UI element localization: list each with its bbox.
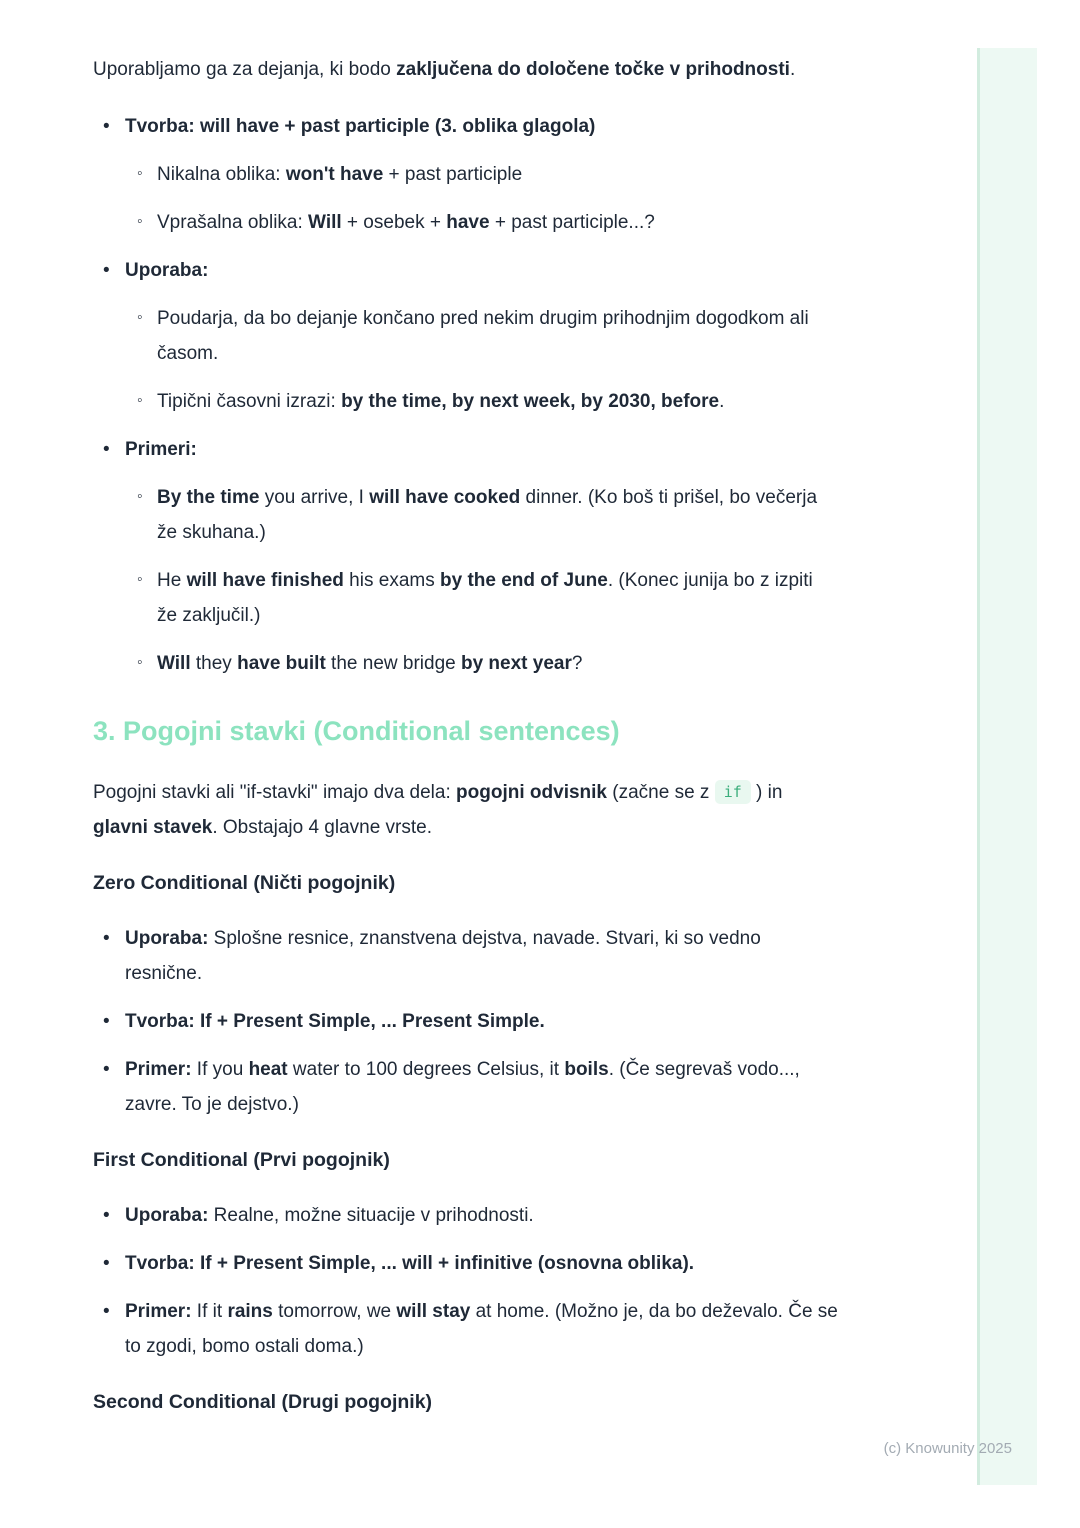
section-heading-conditionals: 3. Pogojni stavki (Conditional sentences) (93, 716, 620, 746)
list-item-text: Primer: If you heat water to 100 degrees Celsius, it boils. (Če segrevaš vodo..., zavre. To je dejstvo.) (125, 1059, 800, 1115)
zero-primer-item (93, 1052, 838, 1122)
list-item-text: Vprašalna oblika: Will + osebek + have + past participle...? (157, 212, 655, 233)
bullet-circle-icon: ◦ (137, 654, 143, 671)
list-item-text: Tvorba: If + Present Simple, ... Present Simple. (125, 1011, 545, 1032)
list-item-text: Primeri: (125, 439, 197, 460)
list-item-uporaba (93, 253, 838, 288)
list-item-text: Will they have built the new bridge by next year? (157, 653, 583, 674)
bullet-disc-icon: • (103, 1205, 110, 1226)
first-uporaba-item (93, 1198, 838, 1233)
sub-item-example-3 (93, 646, 838, 681)
list-item-text: Uporaba: (125, 260, 209, 281)
bullet-disc-icon: • (103, 1301, 110, 1322)
bullet-circle-icon: ◦ (137, 165, 143, 182)
list-item-text: He will have finished his exams by the end of June. (Konec junija bo z izpiti že zaključil.) (157, 570, 813, 626)
bullet-disc-icon: • (103, 260, 110, 281)
first-tvorba-item (93, 1246, 838, 1281)
bullet-disc-icon: • (103, 928, 110, 949)
bullet-circle-icon: ◦ (137, 488, 143, 505)
list-item-text: Poudarja, da bo dejanje končano pred nekim drugim prihodnjim dogodkom ali časom. (157, 308, 809, 364)
zero-tvorba-item (93, 1004, 838, 1039)
bullet-circle-icon: ◦ (137, 392, 143, 409)
list-item-text: Tvorba: If + Present Simple, ... will + infinitive (osnovna oblika). (125, 1253, 695, 1274)
list-item-text: Uporaba: Splošne resnice, znanstvena dejstva, navade. Stvari, ki so vedno resnične. (125, 928, 761, 984)
heading-first-conditional: First Conditional (Prvi pogojnik) (93, 1149, 390, 1171)
zero-uporaba-item (93, 921, 838, 991)
bullet-circle-icon: ◦ (137, 309, 143, 326)
bullet-circle-icon: ◦ (137, 213, 143, 230)
list-item-tvorba (93, 109, 838, 144)
page-edge-strip (977, 48, 1037, 1485)
bullet-disc-icon: • (103, 116, 110, 137)
sub-item-negative-form (93, 157, 838, 192)
list-item-text: Primer: If it rains tomorrow, we will stay at home. (Možno je, da bo deževalo. Če se to zgodi, bomo ostali doma.) (125, 1301, 838, 1357)
sub-item-question-form (93, 205, 838, 240)
heading-second-conditional: Second Conditional (Drugi pogojnik) (93, 1391, 433, 1413)
heading-zero-conditional: Zero Conditional (Ničti pogojnik) (93, 872, 396, 894)
sub-item-example-2 (93, 563, 838, 633)
copyright-watermark: (c) Knowunity 2025 (883, 1440, 1012, 1457)
list-item-primeri (93, 432, 838, 467)
sub-item-time-expressions (93, 384, 838, 419)
first-primer-item (93, 1294, 838, 1364)
list-item-text: Uporaba: Realne, možne situacije v prihodnosti. (125, 1205, 534, 1226)
list-item-text: Tvorba: will have + past participle (3. oblika glagola) (125, 116, 596, 137)
document-content (93, 52, 838, 1440)
bullet-disc-icon: • (103, 1059, 110, 1080)
sub-item-example-1 (93, 480, 838, 550)
bullet-circle-icon: ◦ (137, 571, 143, 588)
if-code-chip: if (715, 780, 751, 804)
list-item-text: Nikalna oblika: won't have + past participle (157, 164, 523, 185)
conditionals-intro-paragraph: Pogojni stavki ali "if-stavki" imajo dva dela: pogojni odvisnik (začne se z if ) in glavni stavek. Obstajajo 4 glavne vrste. (93, 782, 783, 838)
sub-item-emphasis (93, 301, 838, 371)
bullet-disc-icon: • (103, 439, 110, 460)
intro-paragraph: Uporabljamo ga za dejanja, ki bodo zaključena do določene točke v prihodnosti. (93, 59, 796, 80)
list-item-text: By the time you arrive, I will have cooked dinner. (Ko boš ti prišel, bo večerja že skuhana.) (157, 487, 818, 543)
bullet-disc-icon: • (103, 1011, 110, 1032)
list-item-text: Tipični časovni izrazi: by the time, by next week, by 2030, before. (157, 391, 725, 412)
bullet-disc-icon: • (103, 1253, 110, 1274)
